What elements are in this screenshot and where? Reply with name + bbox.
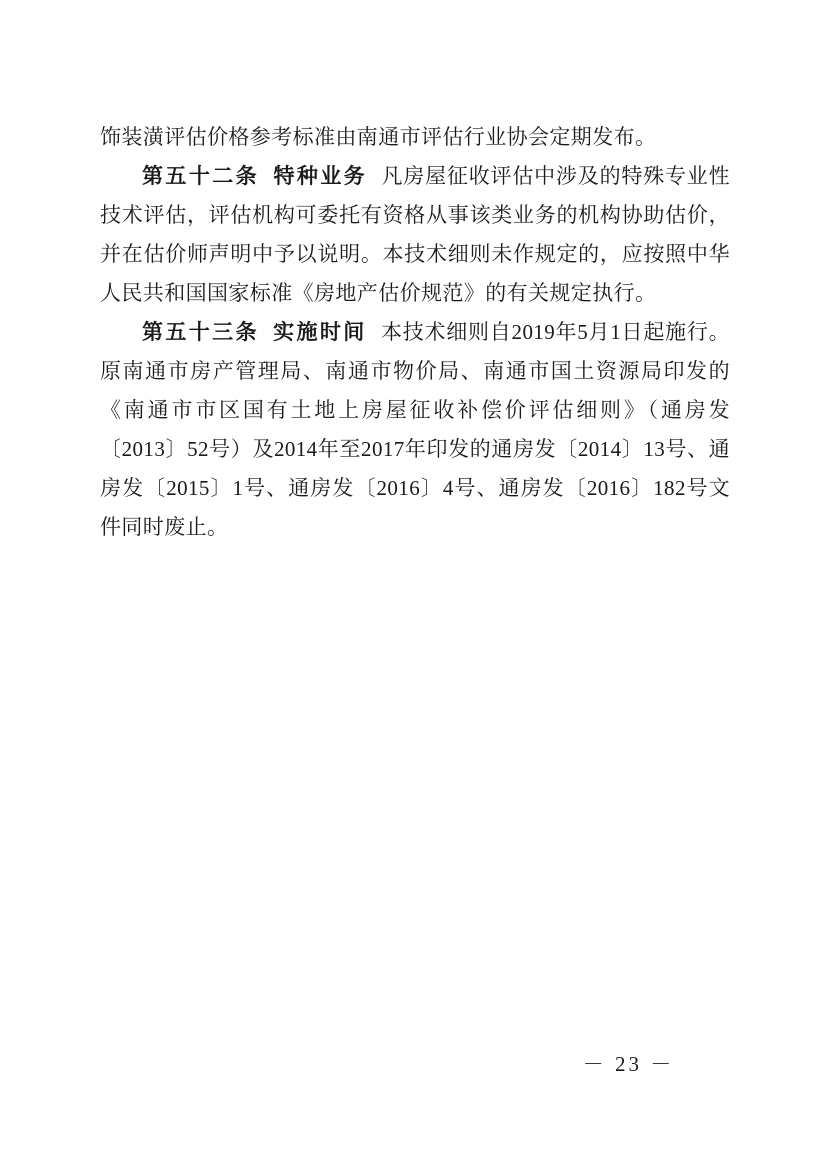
paragraph-article-52 xyxy=(100,157,730,313)
article-subheading-52: 特种业务 xyxy=(273,164,368,188)
page-number-text: － 23 － xyxy=(582,1052,675,1076)
article-subheading-53: 实施时间 xyxy=(272,320,367,344)
paragraph-continuation xyxy=(100,118,730,157)
article-heading-52: 第五十二条 xyxy=(142,164,260,188)
article-text-52: 凡房屋征收评估中涉及的特殊专业性技术评估，评估机构可委托有资格从事该类业务的机构协助估价，并在估价师声明中予以说明。本技术细则未作规定的，应按照中华人民共和国国家标准《房地产估价规范》的有关规定执行。 xyxy=(100,164,731,305)
document-body xyxy=(100,118,730,547)
page-number xyxy=(0,1048,827,1078)
paragraph-article-53 xyxy=(100,313,730,547)
article-heading-53: 第五十三条 xyxy=(142,320,259,344)
paragraph-text: 饰装潢评估价格参考标准由南通市评估行业协会定期发布。 xyxy=(100,125,657,149)
article-text-53: 本技术细则自2019年5月1日起施行。原南通市房产管理局、南通市物价局、南通市国土资源局印发的《南通市市区国有土地上房屋征收补偿价评估细则》（通房发〔2013〕52号）及2014年至2017年印发的通房发〔2014〕13号、通房发〔2015〕1号、通房发〔2016〕4号、通房发〔2016〕182号文件同时废止。 xyxy=(100,320,731,539)
